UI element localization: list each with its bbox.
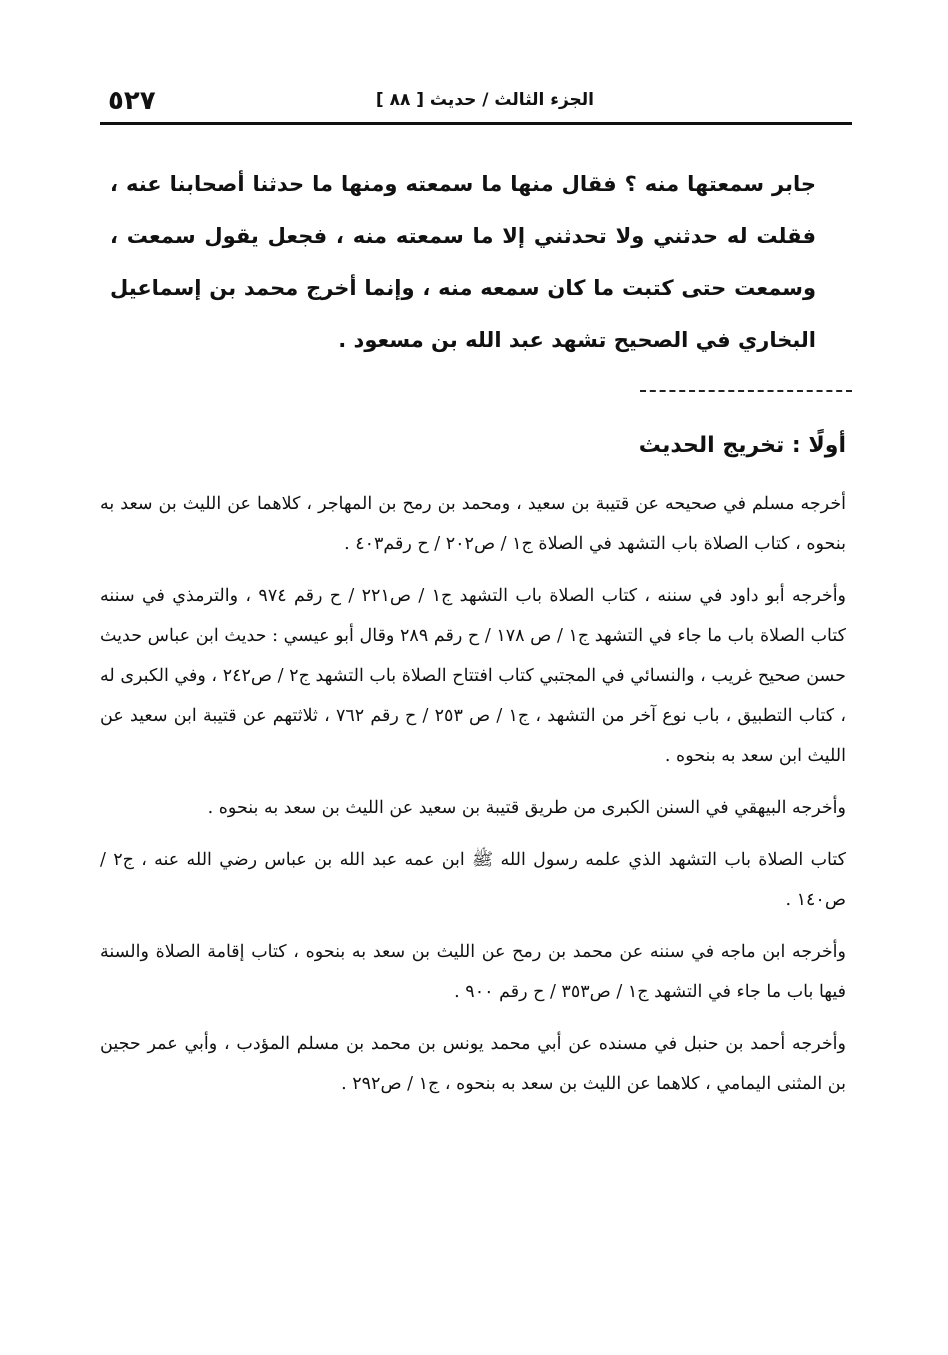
header-rule [100,122,852,125]
note-paragraph: وأخرجه أحمد بن حنبل في مسنده عن أبي محمد يونس بن محمد بن مسلم المؤدب ، وأبي عمر حجين بن المثنى اليمامي ، كلاهما عن الليث بن سعد به بنحوه ، ج١ / ص٢٩٢ . [100,1034,846,1094]
section-divider [640,390,852,392]
note-paragraph: وأخرجه البيهقي في السنن الكبرى من طريق قتيبة بن سعيد عن الليث بن سعد به بنحوه . [207,798,846,818]
note-paragraph: وأخرجه أبو داود في سننه ، كتاب الصلاة باب التشهد ج١ / ص٢٢١ / ح رقم ٩٧٤ ، والترمذي في سننه كتاب الصلاة باب ما جاء في التشهد ج١ / ص ١٧٨ / ح رقم ٢٨٩ وقال أبو عيسي : حديث ابن عباس حديث حسن صحيح غريب ، والنسائي في المجتبي كتاب افتتاح الصلاة باب التشهد ج٢ / ص٢٤٢ ، وفي الكبرى له ، كتاب التطبيق ، باب نوع آخر من التشهد ، ج١ / ص ٢٥٣ / ح رقم ٧٦٢ ، ثلاثتهم عن قتيبة ابن سعيد عن الليث ابن سعد به بنحوه . [100,586,847,766]
page-number: ٥٢٧ [108,86,156,116]
note-paragraph: أخرجه مسلم في صحيحه عن قتيبة بن سعيد ، ومحمد بن رمح بن المهاجر ، كلاهما عن الليث بن سعد به بنحوه ، كتاب الصلاة باب التشهد في الصلاة ج١ / ص٢٠٢ / ح رقم٤٠٣ . [100,494,846,554]
note-paragraph: كتاب الصلاة باب التشهد الذي علمه رسول الله ﷺ ابن عمه عبد الله بن عباس رضي الله عنه ، ج٢ / ص١٤٠ . [100,850,847,910]
page-header [100,80,852,124]
book-page [100,80,852,1116]
takhrij-notes [100,484,846,1104]
section-heading: أولًا : تخريج الحديث [638,433,846,458]
main-paragraph: جابر سمعتها منه ؟ فقال منها ما سمعته ومنها ما حدثنا أصحابنا عنه ، فقلت له حدثني ولا تحدثني إلا ما سمعته منه ، فجعل يقول سمعت ، وسمعت حتى كتبت ما كان سمعه منه ، وإنما أخرج محمد بن إسماعيل البخاري في الصحيح تشهد عبد الله بن مسعود . [110,172,816,352]
note-paragraph: وأخرجه ابن ماجه في سننه عن محمد بن رمح عن الليث بن سعد به بنحوه ، كتاب إقامة الصلاة والسنة فيها باب ما جاء في التشهد ج١ / ص٣٥٣ / ح رقم ٩٠٠ . [100,942,846,1002]
running-title: الجزء الثالث / حديث [ ٨٨ ] [375,90,594,110]
main-text [110,158,816,366]
